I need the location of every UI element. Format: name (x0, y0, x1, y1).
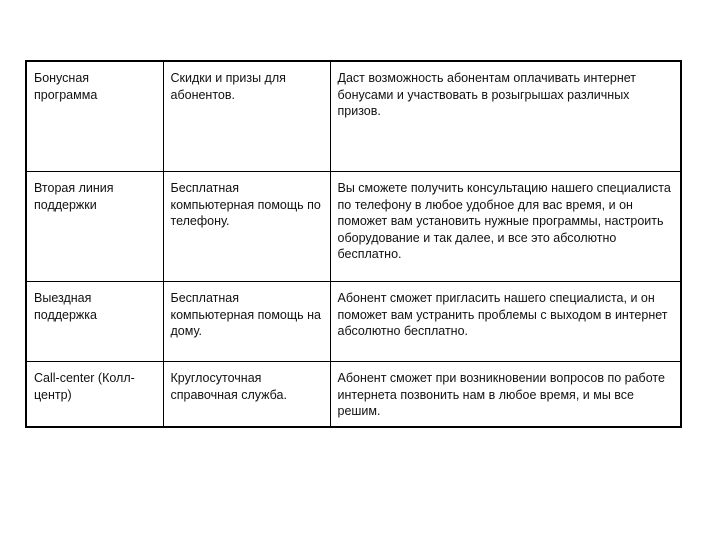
service-description-cell: Вы сможете получить консультацию нашего специалиста по телефону в любое удобное для вас время, и он поможет вам установить нужные программы, настроить оборудование и так далее, и все это абсолютно бесплатно. (330, 172, 681, 282)
service-name-cell: Call-center (Колл-центр) (26, 362, 163, 427)
service-summary-cell: Бесплатная компьютерная помощь на дому. (163, 282, 330, 362)
table-row (26, 362, 681, 427)
service-summary-cell: Бесплатная компьютерная помощь по телефону. (163, 172, 330, 282)
service-name-cell: Вторая линия поддержки (26, 172, 163, 282)
services-table (25, 60, 682, 428)
service-summary-cell: Скидки и призы для абонентов. (163, 61, 330, 172)
service-summary-cell: Круглосуточная справочная служба. (163, 362, 330, 427)
table-row (26, 282, 681, 362)
service-name-cell: Выездная поддержка (26, 282, 163, 362)
service-description-cell: Даст возможность абонентам оплачивать интернет бонусами и участвовать в розыгрышах различных призов. (330, 61, 681, 172)
table-row (26, 172, 681, 282)
table-row (26, 61, 681, 172)
service-description-cell: Абонент сможет при возникновении вопросов по работе интернета позвонить нам в любое время, и мы все решим. (330, 362, 681, 427)
service-description-cell: Абонент сможет пригласить нашего специалиста, и он поможет вам устранить проблемы с выходом в интернет абсолютно бесплатно. (330, 282, 681, 362)
service-name-cell: Бонусная программа (26, 61, 163, 172)
